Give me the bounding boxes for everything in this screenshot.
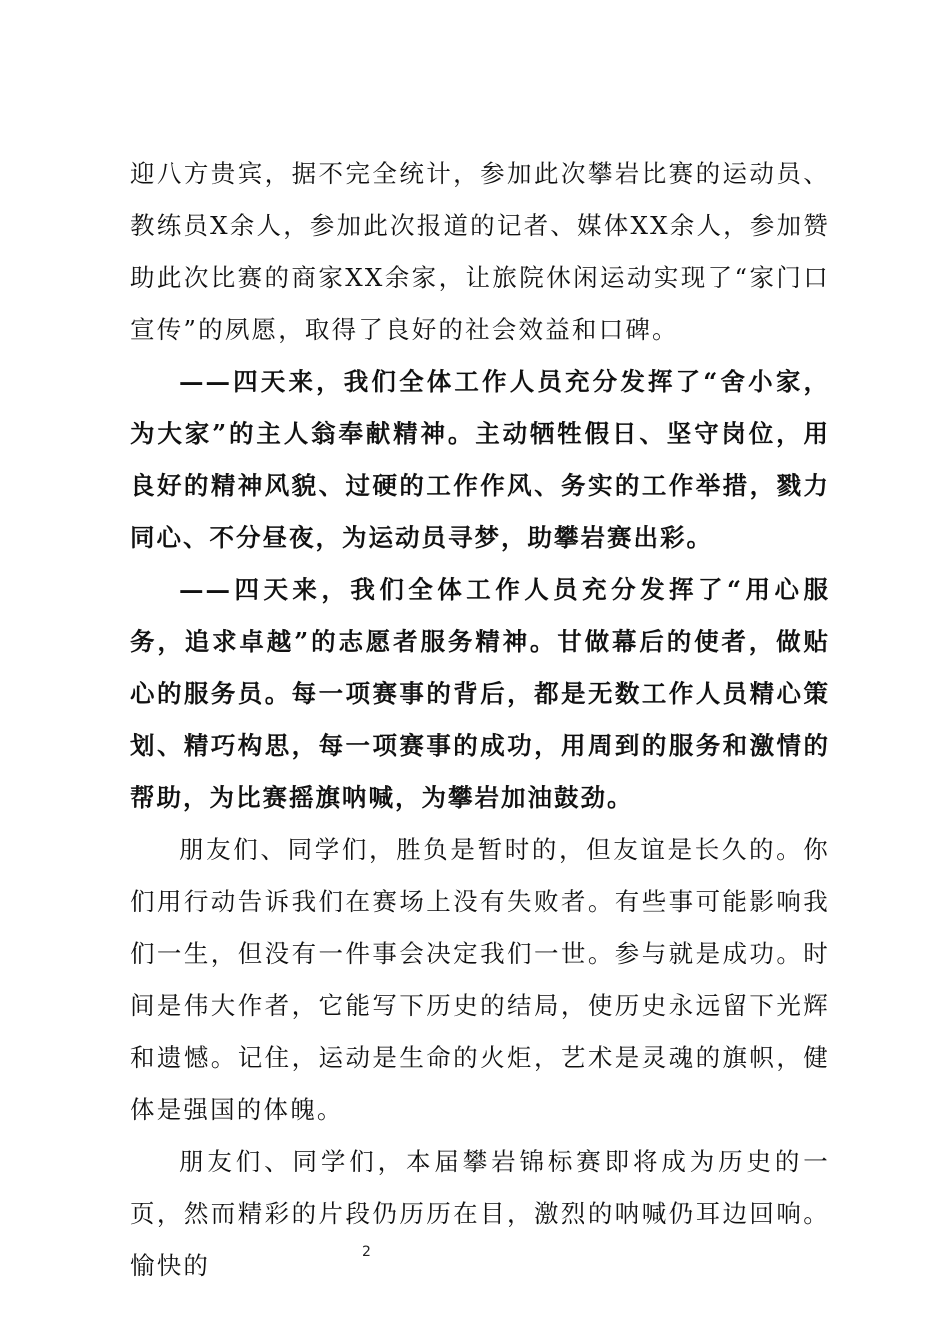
paragraph-4: 朋友们、同学们，胜负是暂时的，但友谊是长久的。你们用行动告诉我们在赛场上没有失败者。有些事可能影响我们一生，但没有一件事会决定我们一世。参与就是成功。时间是伟大作者，它能写下历史的结局，使历史永远留下光辉和遗憾。记住，运动是生命的火炬，艺术是灵魂的旗帜，健体是强国的体魄。 xyxy=(130,835,830,1124)
paragraph-1: 迎八方贵宾，据不完全统计，参加此次攀岩比赛的运动员、教练员X余人，参加此次报道的记者、媒体XX余人，参加赞助此次比赛的商家XX余家，让旅院休闲运动实现了“家门口宣传”的夙愿，取得了良好的社会效益和口碑。 xyxy=(130,159,830,344)
paragraph-5: 朋友们、同学们，本届攀岩锦标赛即将成为历史的一页，然而精彩的片段仍历历在目，激烈的呐喊仍耳边回响。愉快的 xyxy=(130,1147,830,1280)
page-number: 2 xyxy=(362,1244,371,1260)
document-body xyxy=(130,148,830,1292)
paragraph-3: ——四天来，我们全体工作人员充分发挥了“用心服务，追求卓越”的志愿者服务精神。甘做幕后的使者，做贴心的服务员。每一项赛事的背后，都是无数工作人员精心策划、精巧构思，每一项赛事的成功，用周到的服务和激情的帮助，为比赛摇旗呐喊，为攀岩加油鼓劲。 xyxy=(130,575,830,812)
paragraph-2: ——四天来，我们全体工作人员充分发挥了“舍小家，为大家”的主人翁奉献精神。主动牺牲假日、坚守岗位，用良好的精神风貌、过硬的工作作风、务实的工作举措，戮力同心、不分昼夜，为运动员寻梦，助攀岩赛出彩。 xyxy=(130,367,830,552)
